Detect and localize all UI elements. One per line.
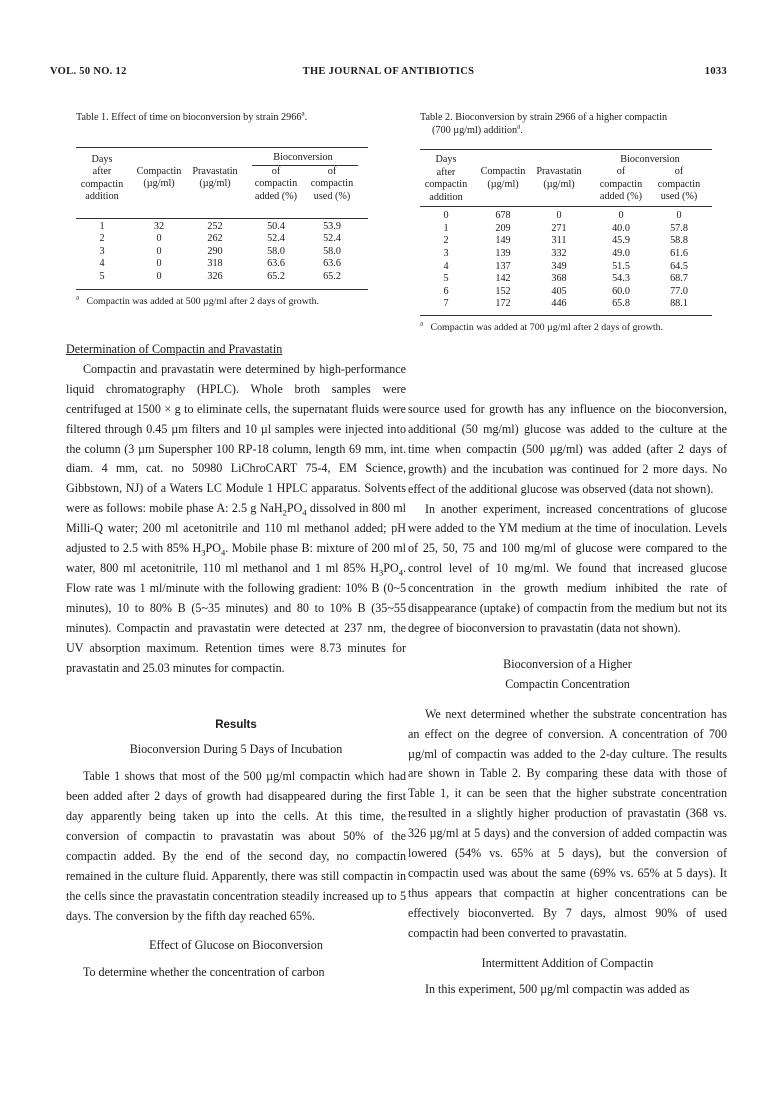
table-cell: 0 xyxy=(556,210,562,222)
right-column xyxy=(408,400,727,1000)
table-cell: 60.0 xyxy=(612,285,630,297)
table-cell: 290 xyxy=(207,245,223,257)
table-cell: 311 xyxy=(551,235,567,247)
header-bioconversion-used: of compactin used (%) xyxy=(310,165,354,202)
table-cell: 172 xyxy=(495,298,511,310)
table-cell: 252 xyxy=(207,220,223,232)
table-row xyxy=(76,246,368,259)
paragraph-glucose-continued: source used for growth has any influence on the bioconversion, additional (50 mg/ml) glucose was added to the culture at the time when compactin (500 µg/ml) was added (after 2 days of growth) and the incubation was continued for 2 more days. No effect of the additional glucose was observed (data not shown). xyxy=(408,402,727,496)
table-cell: 63.6 xyxy=(323,258,341,270)
subsection-title-5-days: Bioconversion During 5 Days of Incubation xyxy=(129,742,343,757)
table-cell: 1 xyxy=(99,220,105,232)
table-cell: 88.1 xyxy=(670,298,688,310)
table-1-caption: Table 1. Effect of time on bioconversion by strain 2966$^a$. xyxy=(76,109,308,123)
table-2 xyxy=(420,112,712,335)
header-pravastatin: Pravastatin (µg/ml) xyxy=(192,165,238,190)
page-number: 1033 xyxy=(704,66,727,77)
table-cell: 50.4 xyxy=(267,220,285,232)
header-compactin: Compactin (µg/ml) xyxy=(480,166,526,190)
header-bioconversion-used: of compactin used (%) xyxy=(657,166,701,203)
table-2-footnote: $^a$ Compactin was added at 700 µg/ml after 2 days of growth. xyxy=(420,320,663,333)
table-cell: 5 xyxy=(99,270,105,282)
table-cell: 2 xyxy=(443,235,449,247)
table-cell: 0 xyxy=(443,210,449,222)
subsection-title-intermittent: Intermittent Addition of Compactin xyxy=(481,955,654,970)
paragraph-table-1-results: Table 1 shows that most of the 500 µg/ml compactin which had been added after 2 days of growth had disappeared during the first day apparently being taken up into the cells. At this time, the conversion of compactin to pravastatin was about 50% of the compactin added. By the end of the second day, no compactin remained in the culture fluid. Apparently, there was still compactin in the cells since the pravastatin concentration steadily increased up to 5 days. The conversion by the fifth day reached 65%. xyxy=(66,769,406,923)
table-cell: 6 xyxy=(443,285,449,297)
paragraph-hplc-method: Compactin and pravastatin were determined by high-performance liquid chromatography (HPLC). Whole broth samples were centrifuged at 1500 × g to eliminate cells, the supernatant fluids were filtered through 0.45 µm filters and 10 µl samples were injected into the column (3 µm Superspher 100 RP-18 column, length 69 mm, int. diam. 4 mm, cat. no 50980 LiChroCART 75-4, EM Science, Gibbstown, NJ) of a Waters LC Module 1 HPLC apparatus. Solvents were as follows: mobile phase A: 2.5 g $NaH_2PO_4$ dissolved in 800 ml Milli-Q water; 200 ml acetonitrile and 110 ml methanol added; pH adjusted to 2.5 with 85% $H_3PO_4$. Mobile phase B: mixture of 200 ml water, 800 ml acetonitrile, 110 ml methanol and 1 ml 85% $H_3PO_4$. Flow rate was 1 ml/minute with the following gradient: 10% B (0~5 minutes), 10 to 80% B (5~35 minutes) and 80 to 10% B (35~55 minutes). Compactin and pravastatin were detected at 237 nm, the UV absorption maximum. Retention times were 8.73 minutes for pravastatin and 25.03 minutes for compactin. xyxy=(66,361,406,675)
journal-title: THE JOURNAL OF ANTIBIOTICS xyxy=(302,66,475,77)
header-bioconversion: Bioconversion xyxy=(273,151,333,163)
table-cell: 139 xyxy=(495,247,511,259)
subsection-title-glucose: Effect of Glucose on Bioconversion xyxy=(149,938,323,953)
header-pravastatin: Pravastatin (µg/ml) xyxy=(536,166,582,190)
table-row xyxy=(420,223,712,236)
paragraph-intermittent-intro: In this experiment, 500 µg/ml compactin was added as xyxy=(424,982,690,997)
table-row xyxy=(420,235,712,248)
table-cell: 0 xyxy=(156,245,162,257)
table-cell: 152 xyxy=(495,285,511,297)
table-row xyxy=(420,248,712,261)
table-cell: 52.4 xyxy=(267,233,285,245)
table-cell: 3 xyxy=(443,247,449,259)
header-bioconversion-added: of compactin added (%) xyxy=(254,165,298,202)
table-cell: 65.8 xyxy=(612,298,630,310)
table-cell: 0 xyxy=(156,258,162,270)
table-cell: 405 xyxy=(551,285,567,297)
table-row xyxy=(420,273,712,286)
table-cell: 52.4 xyxy=(323,233,341,245)
table-cell: 271 xyxy=(551,222,567,234)
table-cell: 77.0 xyxy=(670,285,688,297)
table-1 xyxy=(76,109,368,308)
table-cell: 51.5 xyxy=(612,260,630,272)
table-row xyxy=(76,271,368,284)
table-cell: 4 xyxy=(443,260,449,272)
left-column xyxy=(66,340,406,983)
table-cell: 58.0 xyxy=(323,245,341,257)
table-1-footnote: $^a$ Compactin was added at 500 µg/ml after 2 days of growth. xyxy=(76,294,319,307)
table-cell: 54.3 xyxy=(612,273,630,285)
header-days: Days after compactin addition xyxy=(424,154,468,203)
table-cell: 318 xyxy=(207,258,223,270)
table-cell: 0 xyxy=(618,210,624,222)
header-bioconversion: Bioconversion xyxy=(620,154,680,166)
table-cell: 68.7 xyxy=(670,273,688,285)
table-cell: 142 xyxy=(495,273,511,285)
table-cell: 0 xyxy=(156,270,162,282)
table-cell: 5 xyxy=(443,273,449,285)
table-cell: 58.8 xyxy=(670,235,688,247)
table-cell: 32 xyxy=(153,220,165,232)
table-cell: 678 xyxy=(495,210,511,222)
table-cell: 3 xyxy=(99,245,105,257)
table-cell: 1 xyxy=(443,222,449,234)
section-title-determination: Determination of Compactin and Pravastatin xyxy=(66,342,283,356)
table-cell: 49.0 xyxy=(612,247,630,259)
table-cell: 137 xyxy=(495,260,511,272)
table-cell: 332 xyxy=(551,247,567,259)
table-cell: 0 xyxy=(156,233,162,245)
table-row xyxy=(420,261,712,274)
paragraph-table-2-results: We next determined whether the substrate concentration has an effect on the degree of conversion. A concentration of 700 µg/ml of compactin was added to the 2-day culture. The results are shown in Table 2. By comparing these data with those of Table 1, it can be seen that the higher substrate concentration resulted in a slightly higher production of pravastatin (368 vs. 326 µg/ml at 5 days) and the conversion of added compactin was lowered (54% vs. 65% at 5 days), but the conversion of compactin used was about the same (69% vs. 65% at 5 days). It thus appears that compactin at higher concentrations can be effectively bioconverted. By 7 days, almost 90% of used compactin had been converted to pravastatin. xyxy=(408,706,727,940)
table-cell: 63.6 xyxy=(267,258,285,270)
table-cell: 65.2 xyxy=(267,270,285,282)
table-cell: 209 xyxy=(495,222,511,234)
table-cell: 45.9 xyxy=(612,235,630,247)
table-1-header xyxy=(76,148,368,218)
table-cell: 368 xyxy=(551,273,567,285)
table-cell: 2 xyxy=(99,233,105,245)
table-cell: 446 xyxy=(551,298,567,310)
table-cell: 57.8 xyxy=(670,222,688,234)
section-title-results: Results xyxy=(215,719,257,732)
table-1-body xyxy=(76,219,368,289)
table-row xyxy=(76,258,368,271)
table-row xyxy=(76,221,368,234)
paragraph-glucose-intro: To determine whether the concentration of carbon xyxy=(82,965,325,980)
volume-number: VOL. 50 NO. 12 xyxy=(50,66,127,77)
table-cell: 149 xyxy=(495,235,511,247)
header-compactin: Compactin (µg/ml) xyxy=(136,165,182,190)
table-cell: 4 xyxy=(99,258,105,270)
table-row xyxy=(420,298,712,311)
table-2-caption: Table 2. Bioconversion by strain 2966 of a higher compactin (700 µg/ml) addition$^a$. xyxy=(420,112,668,136)
header-days: Days after compactin addition xyxy=(80,153,124,203)
table-row xyxy=(420,286,712,299)
table-row xyxy=(76,233,368,246)
table-cell: 262 xyxy=(207,233,223,245)
table-cell: 64.5 xyxy=(670,260,688,272)
table-cell: 349 xyxy=(551,260,567,272)
table-cell: 0 xyxy=(676,210,682,222)
table-cell: 53.9 xyxy=(323,220,341,232)
table-cell: 40.0 xyxy=(612,222,630,234)
table-cell: 61.6 xyxy=(670,247,688,259)
running-header xyxy=(50,66,727,80)
table-row xyxy=(420,210,712,223)
table-cell: 58.0 xyxy=(267,245,285,257)
table-2-body xyxy=(420,207,712,315)
table-cell: 65.2 xyxy=(323,270,341,282)
paragraph-glucose-concentrations: In another experiment, increased concentrations of glucose were added to the YM medium at the time of inoculation. Levels of 25, 50, 75 and 100 mg/ml of glucose were compared to the control level of 10 mg/ml. We found that increased glucose concentration in the growth medium inhibited the rate of disappearance (uptake) of compactin from the medium but not its degree of bioconversion to pravastatin (data not shown). xyxy=(408,501,727,635)
table-cell: 326 xyxy=(207,270,223,282)
header-bioconversion-added: of compactin added (%) xyxy=(599,166,643,203)
subsection-title-higher-concentration: Bioconversion of a Higher Compactin Concentration xyxy=(503,656,632,691)
table-2-header xyxy=(420,150,712,206)
table-cell: 7 xyxy=(443,298,449,310)
